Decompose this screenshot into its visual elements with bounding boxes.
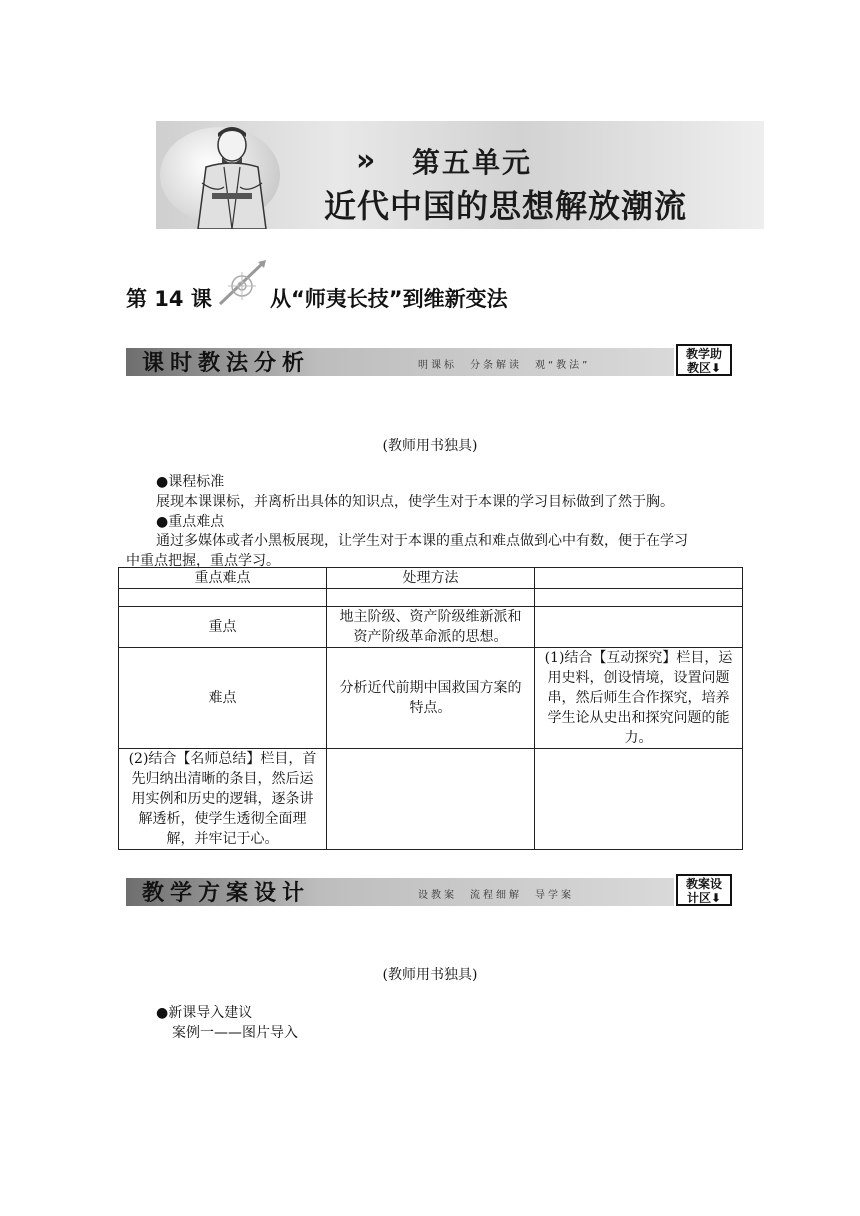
unit-label: 第五单元 [412, 146, 533, 179]
target-arrow-icon [214, 258, 270, 310]
table-header-cell [535, 568, 743, 589]
key-points-text-line1: 通过多媒体或者小黑板展现，让学生对于本课的重点和难点做到心中有数，便于在学习 [156, 533, 688, 549]
table-cell: 重点 [119, 607, 327, 648]
intro-case: 案例一——图片导入 [172, 1025, 298, 1041]
key-points-heading: ●重点难点 [156, 514, 225, 530]
unit-banner [156, 121, 764, 229]
curriculum-heading: ●课程标准 [156, 474, 225, 490]
banner-arrows-icon: » [356, 143, 376, 178]
table-row [119, 749, 743, 850]
table-cell: (1)结合【互动探究】栏目，运用史料，创设情境，设置问题串，然后师生合作探究，培养学生论从史出和探究问题的能力。 [535, 648, 743, 749]
table-cell [535, 607, 743, 648]
unit-title: 近代中国的思想解放潮流 [324, 187, 688, 225]
table-header-row [119, 568, 743, 589]
teacher-only-note: (教师用书独具) [382, 438, 478, 454]
section-title: 课时教法分析 [142, 350, 311, 376]
section-subtitle: 设教案 流程细解 导学案 [418, 890, 574, 901]
section-bar-lesson-analysis [126, 344, 736, 378]
scholar-figure-illustration [176, 123, 286, 229]
section-title: 教学方案设计 [142, 880, 311, 906]
tag-line-1: 教学助 [685, 347, 722, 361]
table-cell [535, 589, 743, 607]
table-cell [535, 749, 743, 850]
table-cell: 难点 [119, 648, 327, 749]
tag-line-2: 教区⬇ [686, 361, 722, 375]
lesson-title: 从“师夷长技”到维新变法 [270, 287, 508, 311]
section-bar-teaching-plan [126, 874, 736, 908]
table-header-cell: 重点难点 [119, 568, 327, 589]
teaching-aid-tag [676, 344, 732, 376]
tag-line-2: 计区⬇ [686, 891, 722, 905]
intro-heading: ●新课导入建议 [156, 1005, 253, 1021]
section-subtitle: 明课标 分条解读 观“教法” [418, 360, 591, 371]
tag-line-1: 教案设 [685, 877, 722, 891]
table-cell: 地主阶级、资产阶级维新派和资产阶级革命派的思想。 [327, 607, 535, 648]
curriculum-text: 展现本课课标，并离析出具体的知识点，使学生对于本课的学习目标做到了然于胸。 [156, 494, 674, 510]
table-row [119, 589, 743, 607]
teacher-only-note: (教师用书独具) [382, 967, 478, 983]
key-points-text-line2: 中重点把握，重点学习。 [126, 553, 280, 569]
lesson-plan-tag [676, 874, 732, 906]
table-cell [327, 589, 535, 607]
teaching-method-table [118, 567, 743, 850]
table-cell [119, 589, 327, 607]
table-cell: 分析近代前期中国救国方案的特点。 [327, 648, 535, 749]
table-row [119, 648, 743, 749]
table-cell: (2)结合【名师总结】栏目，首先归纳出清晰的条目，然后运用实例和历史的逻辑，逐条讲解透析，使学生透彻全面理解，并牢记于心。 [119, 749, 327, 850]
table-row [119, 607, 743, 648]
table-header-cell: 处理方法 [327, 568, 535, 589]
lesson-number: 第 14 课 [126, 287, 212, 311]
table-cell [327, 749, 535, 850]
